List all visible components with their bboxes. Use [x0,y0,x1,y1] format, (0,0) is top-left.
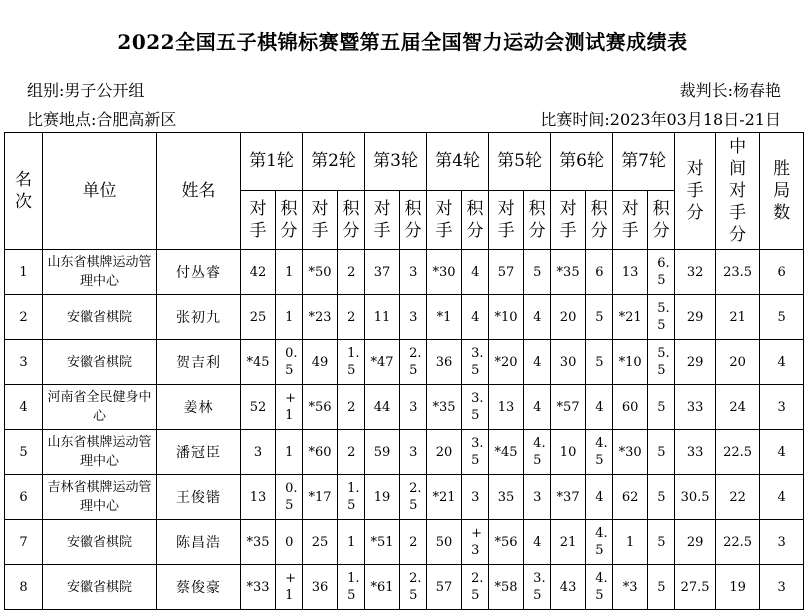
score-cell: 5.5 [648,340,675,385]
wins-cell: 6 [760,250,804,295]
wins-cell: 4 [760,430,804,475]
score-header: 积分 [586,191,613,250]
round-6-header: 第6轮 [551,133,613,191]
score-cell: 5 [524,250,551,295]
score-cell: 4.5 [586,430,613,475]
opponent-cell: *3 [613,565,648,610]
wins-cell: 4 [760,475,804,520]
score-cell: 4 [586,385,613,430]
opponent-cell: 49 [303,340,338,385]
score-cell: 0.5 [276,340,303,385]
opponent-cell: *35 [427,385,462,430]
score-cell: 3 [400,385,427,430]
score-cell: 1 [338,520,365,565]
opponent-cell: *30 [427,250,462,295]
unit-cell: 河南省全民健身中心 [43,385,157,430]
name-cell: 付丛睿 [157,250,241,295]
score-cell: 4.5 [586,565,613,610]
opponent-cell: *57 [551,385,586,430]
opponent-cell: 19 [365,475,400,520]
opponent-cell: *21 [427,475,462,520]
rank-cell: 2 [5,295,43,340]
unit-cell: 安徽省棋院 [43,340,157,385]
unit-cell: 山东省棋牌运动管理中心 [43,430,157,475]
opponent-cell: 1 [613,520,648,565]
score-cell: 1.5 [338,340,365,385]
table-row [5,250,804,295]
rank-cell: 3 [5,340,43,385]
table-row [5,520,804,565]
score-cell: 1 [276,430,303,475]
table-row [5,385,804,430]
score-cell: 4 [462,250,489,295]
mid-opp-score-cell: 22.5 [716,520,760,565]
score-cell: 2.5 [400,565,427,610]
opponent-header: 对手 [427,191,462,250]
opponent-cell: *10 [613,340,648,385]
score-cell: +3 [462,520,489,565]
rank-cell: 4 [5,385,43,430]
rank-cell: 8 [5,565,43,610]
opponent-cell: 62 [613,475,648,520]
opponent-cell: 3 [241,430,276,475]
unit-cell: 吉林省棋牌运动管理中心 [43,475,157,520]
wins-cell: 4 [760,340,804,385]
score-cell: 4.5 [524,430,551,475]
mid-opp-score-header: 中间对手分 [716,133,760,250]
mid-opp-score-cell: 24 [716,385,760,430]
opponent-cell: 37 [365,250,400,295]
score-cell: 3.5 [462,385,489,430]
opponent-cell: 11 [365,295,400,340]
unit-cell: 安徽省棋院 [43,565,157,610]
opponent-cell: *23 [303,295,338,340]
opponent-cell: *45 [489,430,524,475]
rank-cell: 6 [5,475,43,520]
opponent-cell: 36 [427,340,462,385]
opponent-cell: 13 [241,475,276,520]
score-header: 积分 [276,191,303,250]
score-header: 积分 [648,191,675,250]
score-cell: 4 [524,295,551,340]
opponent-cell: *45 [241,340,276,385]
opp-score-cell: 29 [675,340,716,385]
round-7-header: 第7轮 [613,133,675,191]
score-cell: 0.5 [276,475,303,520]
opponent-header: 对手 [613,191,648,250]
name-cell: 贺吉利 [157,340,241,385]
score-cell: 1.5 [338,565,365,610]
score-cell: 0 [276,520,303,565]
score-cell: 1 [276,250,303,295]
opponent-cell: *50 [303,250,338,295]
opp-score-cell: 29 [675,520,716,565]
opponent-cell: *58 [489,565,524,610]
score-cell: 1 [276,295,303,340]
score-cell: 5 [648,520,675,565]
name-cell: 王俊锴 [157,475,241,520]
opponent-cell: *21 [613,295,648,340]
date-label: 比赛时间:2023年03月18日-21日 [540,110,781,129]
opponent-cell: *56 [303,385,338,430]
name-cell: 陈昌浩 [157,520,241,565]
table-row [5,430,804,475]
score-cell: 5 [648,475,675,520]
opponent-cell: 30 [551,340,586,385]
opponent-cell: *17 [303,475,338,520]
score-cell: 4 [462,295,489,340]
opponent-header: 对手 [551,191,586,250]
opp-score-cell: 30.5 [675,475,716,520]
opponent-cell: 60 [613,385,648,430]
unit-cell: 山东省棋牌运动管理中心 [43,250,157,295]
mid-opp-score-cell: 21 [716,295,760,340]
opponent-cell: 10 [551,430,586,475]
opponent-cell: *35 [241,520,276,565]
name-cell: 潘冠臣 [157,430,241,475]
mid-opp-score-cell: 20 [716,340,760,385]
opponent-cell: 42 [241,250,276,295]
rank-header: 名次 [5,133,43,250]
opponent-cell: 57 [489,250,524,295]
score-cell: 3 [400,295,427,340]
rank-cell: 5 [5,430,43,475]
opponent-cell: *1 [427,295,462,340]
wins-cell: 3 [760,385,804,430]
opponent-cell: 36 [303,565,338,610]
score-cell: 3.5 [462,430,489,475]
opponent-cell: *51 [365,520,400,565]
wins-header: 胜局数 [760,133,804,250]
score-cell: 1.5 [338,475,365,520]
opp-score-cell: 33 [675,385,716,430]
score-cell: 4 [586,475,613,520]
score-cell: 5 [586,340,613,385]
round-1-header: 第1轮 [241,133,303,191]
opponent-cell: *47 [365,340,400,385]
score-header: 积分 [338,191,365,250]
score-cell: 2.5 [462,565,489,610]
score-cell: +1 [276,565,303,610]
page-title: 2022全国五子棋锦标赛暨第五届全国智力运动会测试赛成绩表 [117,30,688,54]
table-row [5,295,804,340]
opponent-cell: *60 [303,430,338,475]
opponent-cell: 59 [365,430,400,475]
score-cell: 5 [586,295,613,340]
opp-score-cell: 29 [675,295,716,340]
opponent-header: 对手 [241,191,276,250]
opponent-cell: 52 [241,385,276,430]
opponent-cell: *35 [551,250,586,295]
score-cell: 4.5 [586,520,613,565]
opponent-cell: *10 [489,295,524,340]
score-cell: 4 [524,340,551,385]
score-header: 积分 [462,191,489,250]
opp-score-cell: 27.5 [675,565,716,610]
wins-cell: 5 [760,295,804,340]
header-row-rounds [5,133,804,191]
opponent-cell: *33 [241,565,276,610]
opponent-cell: *61 [365,565,400,610]
opponent-cell: *30 [613,430,648,475]
opp-score-cell: 32 [675,250,716,295]
results-table [4,132,804,610]
score-cell: +1 [276,385,303,430]
referee-label: 裁判长:杨春艳 [679,81,781,100]
name-cell: 蔡俊豪 [157,565,241,610]
unit-cell: 安徽省棋院 [43,520,157,565]
venue-label: 比赛地点:合肥高新区 [27,110,177,129]
opponent-cell: *56 [489,520,524,565]
opponent-cell: 50 [427,520,462,565]
round-3-header: 第3轮 [365,133,427,191]
mid-opp-score-cell: 22.5 [716,430,760,475]
score-cell: 4 [524,520,551,565]
score-cell: 3.5 [524,565,551,610]
opponent-header: 对手 [303,191,338,250]
score-cell: 3 [462,475,489,520]
opponent-cell: 20 [427,430,462,475]
opponent-cell: 25 [303,520,338,565]
opponent-cell: 57 [427,565,462,610]
score-cell: 6 [586,250,613,295]
opponent-cell: 44 [365,385,400,430]
round-4-header: 第4轮 [427,133,489,191]
opponent-header: 对手 [365,191,400,250]
score-header: 积分 [400,191,427,250]
score-cell: 5 [648,565,675,610]
score-cell: 3 [524,475,551,520]
score-cell: 2 [338,430,365,475]
name-cell: 姜林 [157,385,241,430]
round-2-header: 第2轮 [303,133,365,191]
rank-cell: 1 [5,250,43,295]
opponent-cell: 21 [551,520,586,565]
score-cell: 5 [648,385,675,430]
score-cell: 6.5 [648,250,675,295]
score-cell: 2 [338,250,365,295]
wins-cell: 3 [760,520,804,565]
opp-score-cell: 33 [675,430,716,475]
score-cell: 2 [400,520,427,565]
table-row [5,475,804,520]
opponent-cell: 43 [551,565,586,610]
score-cell: 5 [648,430,675,475]
group-label: 组别:男子公开组 [27,81,145,100]
opponent-cell: *37 [551,475,586,520]
opponent-cell: 25 [241,295,276,340]
name-header: 姓名 [157,133,241,250]
opponent-cell: 13 [489,385,524,430]
mid-opp-score-cell: 19 [716,565,760,610]
rank-cell: 7 [5,520,43,565]
round-5-header: 第5轮 [489,133,551,191]
table-row [5,340,804,385]
score-cell: 3.5 [462,340,489,385]
mid-opp-score-cell: 23.5 [716,250,760,295]
unit-header: 单位 [43,133,157,250]
unit-cell: 安徽省棋院 [43,295,157,340]
table-row [5,565,804,610]
score-cell: 2.5 [400,475,427,520]
score-cell: 5.5 [648,295,675,340]
score-cell: 2 [338,295,365,340]
score-cell: 2.5 [400,340,427,385]
opponent-cell: 13 [613,250,648,295]
opponent-cell: *20 [489,340,524,385]
score-cell: 2 [338,385,365,430]
mid-opp-score-cell: 22 [716,475,760,520]
opponent-header: 对手 [489,191,524,250]
score-header: 积分 [524,191,551,250]
name-cell: 张初九 [157,295,241,340]
opponent-cell: 20 [551,295,586,340]
score-cell: 4 [524,385,551,430]
score-cell: 3 [400,430,427,475]
opp-score-header: 对手分 [675,133,716,250]
wins-cell: 3 [760,565,804,610]
opponent-cell: 35 [489,475,524,520]
score-cell: 3 [400,250,427,295]
